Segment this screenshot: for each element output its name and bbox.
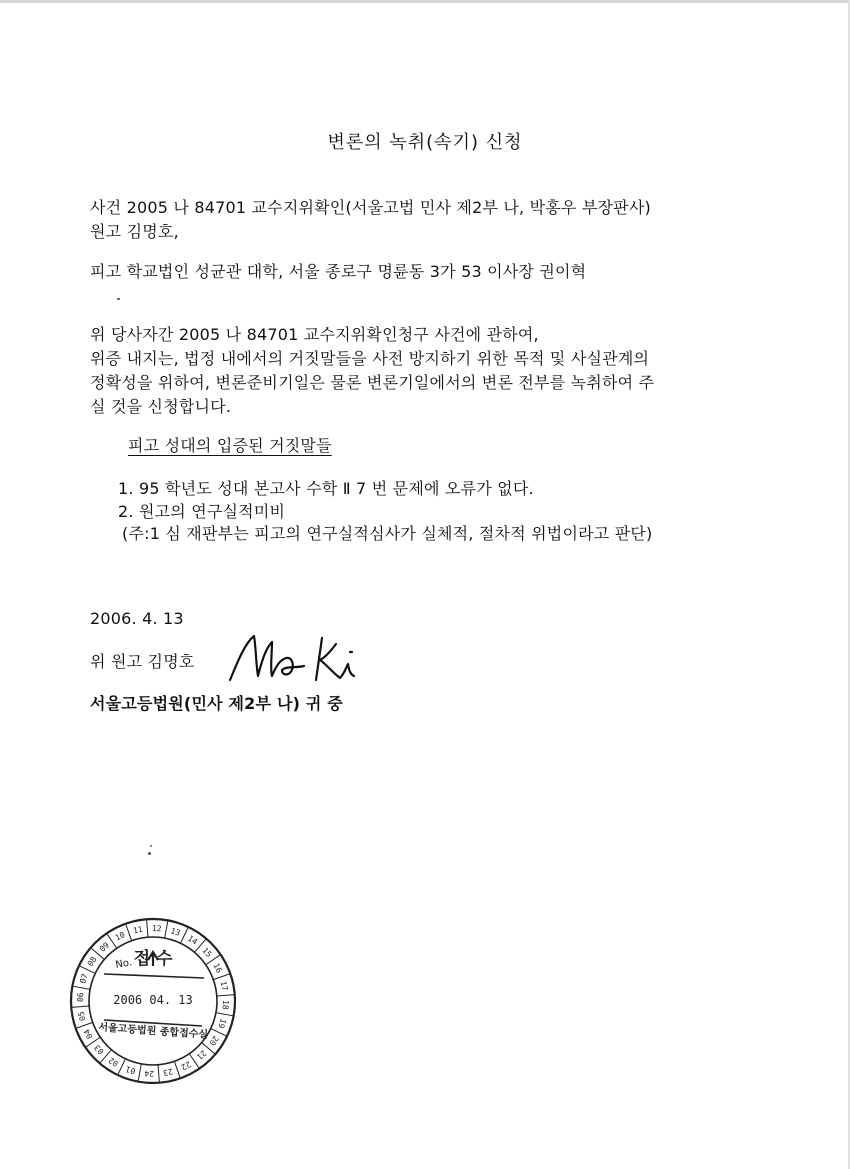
plaintiff-line: 원고 김명호, (90, 222, 179, 241)
stamp-dial-tick (174, 1061, 180, 1078)
stamp-dial-number: 22 (179, 1059, 193, 1072)
stamp-dial-number: 09 (97, 940, 112, 954)
stamp-dial-tick (72, 986, 90, 989)
court-receipt-stamp (68, 916, 238, 1086)
body-line: 실 것을 신청합니다. (90, 397, 232, 416)
stamp-dial-tick (71, 1006, 89, 1007)
document-title: 변론의 녹취(속기) 신청 (327, 132, 523, 153)
stamp-office: 서울고등법원 종합접수실 (98, 1022, 209, 1041)
stamp-dial-tick (217, 995, 235, 996)
stamp-dial-tick (216, 1013, 234, 1016)
list-item: 1. 95 학년도 성대 본고사 수학 Ⅱ 7 번 문제에 오류가 없다. (118, 479, 534, 498)
stamp-dial-number: 04 (82, 1027, 95, 1041)
body-line: 정확성을 위하여, 변론준비기일은 물론 변론기일에서의 변론 전부를 녹취하여 주 (90, 373, 655, 392)
stamp-dial-number: 12 (151, 923, 162, 934)
stamp-dial-number: 18 (220, 999, 231, 1010)
stamp-title: 접 수 (133, 949, 173, 969)
stamp-no-label: No. (114, 957, 133, 971)
defendant-line: 피고 학교법인 성균관 대학, 서울 종로구 명륜동 3가 53 이사장 권이혁 (90, 262, 587, 281)
stamp-dial-number: 08 (85, 955, 99, 969)
stamp-dial-tick (126, 924, 132, 941)
stamp-date: 2006 04. 13 (113, 993, 193, 1007)
stamp-dial-number: 03 (92, 1042, 106, 1057)
body-line: 위 당사자간 2005 나 84701 교수지위확인청구 사건에 관하여, (90, 325, 539, 344)
stamp-dial-number: 06 (75, 992, 86, 1003)
stamp-dial-number: 15 (200, 945, 214, 960)
stamp-dial-number: 01 (124, 1064, 137, 1076)
recipient-line: 서울고등법원(민사 제2부 나) 귀 중 (90, 694, 343, 713)
stamp-dial-number: 02 (107, 1055, 121, 1069)
stamp-dial-number: 07 (78, 972, 90, 985)
stamp-dial-number: 10 (113, 930, 127, 943)
case-line: 사건 2005 나 84701 교수지위확인(서울고법 민사 제2부 나, 박홍우 부장판사) (90, 198, 651, 217)
section-heading: 피고 성대의 입증된 거짓말들 (128, 436, 332, 455)
stamp-dial-number: 11 (132, 924, 144, 936)
stamp-dial-number: 17 (218, 980, 230, 992)
stamp-dial-number: 13 (169, 926, 182, 938)
scan-speck (150, 845, 152, 847)
signer-line: 위 원고 김명호 (90, 652, 195, 671)
stamp-dial-tick (76, 1022, 93, 1028)
handwritten-signature (226, 630, 366, 686)
stamp-dial-number: 16 (211, 961, 224, 975)
stamp-dial-number: 23 (162, 1066, 174, 1078)
list-note: (주:1 심 재판부는 피고의 연구실적심사가 실체적, 절차적 위법이라고 판단) (122, 524, 653, 543)
stamp-dial-tick (147, 919, 148, 937)
stamp-dial-tick (213, 974, 230, 980)
body-line: 위증 내지는, 법정 내에서의 거짓말들을 사전 방지하기 위한 목적 및 사실관계의 (90, 349, 650, 368)
list-item: 2. 원고의 연구실적미비 (118, 502, 286, 521)
stamp-dial-number: 20 (207, 1033, 221, 1047)
scan-speck (117, 298, 120, 300)
document-date: 2006. 4. 13 (90, 609, 184, 628)
stamp-dial-tick (158, 1065, 159, 1083)
scan-edge-top (0, 0, 850, 3)
stamp-dial-tick (165, 920, 168, 938)
stamp-dial-number: 21 (194, 1048, 209, 1062)
stamp-dial-number: 24 (144, 1068, 155, 1079)
stamp-dial-number: 14 (185, 933, 199, 947)
stamp-dial-tick (138, 1064, 141, 1082)
scan-speck (148, 852, 151, 855)
stamp-dial-number: 19 (216, 1017, 228, 1030)
stamp-dial-number: 05 (76, 1010, 88, 1022)
